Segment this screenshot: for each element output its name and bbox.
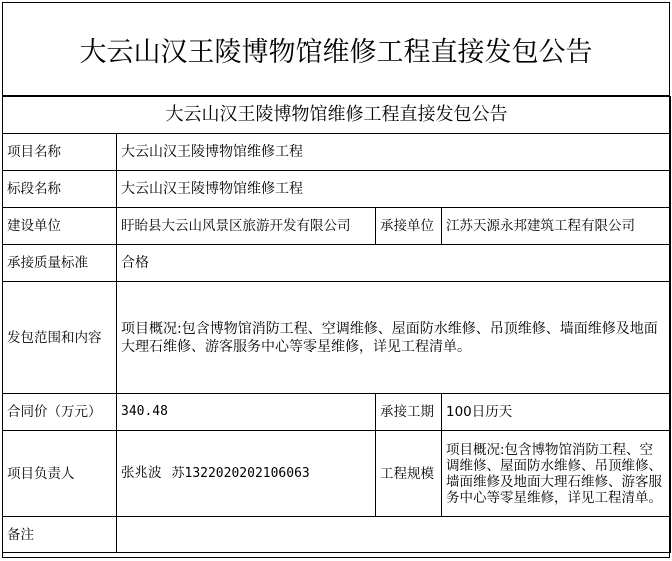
contractor-label: 承接单位	[376, 208, 442, 245]
row-section-name	[3, 171, 671, 208]
row-price	[3, 394, 671, 431]
scope-label: 发包范围和内容	[3, 282, 117, 394]
project-name-value: 大云山汉王陵博物馆维修工程	[117, 134, 671, 171]
row-remark	[3, 517, 671, 553]
period-label: 承接工期	[376, 394, 442, 431]
manager-value	[117, 431, 376, 517]
table-subtitle: 大云山汉王陵博物馆维修工程直接发包公告	[3, 97, 671, 134]
contractor-value: 江苏天源永邦建筑工程有限公司	[442, 208, 671, 245]
row-builder	[3, 208, 671, 245]
price-value: 340.48	[117, 394, 376, 431]
page-title: 大云山汉王陵博物馆维修工程直接发包公告	[79, 36, 593, 68]
builder-value: 盱眙县大云山风景区旅游开发有限公司	[117, 208, 376, 245]
scale-value: 项目概况:包含博物馆消防工程、空调维修、屋面防水维修、吊顶维修、墙面维修及地面大理石维修、游客服务中心等零星维修，详见工程清单。	[442, 431, 671, 517]
manager-cert: 苏1322020202106063	[171, 466, 310, 481]
section-name-value: 大云山汉王陵博物馆维修工程	[117, 171, 671, 208]
builder-label: 建设单位	[3, 208, 117, 245]
scope-value: 项目概况:包含博物馆消防工程、空调维修、屋面防水维修、吊顶维修、墙面维修及地面大理石维修、游客服务中心等零星维修，详见工程清单。	[117, 282, 671, 394]
subtitle-row	[3, 97, 671, 134]
quality-label: 承接质量标准	[3, 245, 117, 282]
row-project-name	[3, 134, 671, 171]
announcement-table	[2, 96, 671, 553]
period-value: 100日历天	[442, 394, 671, 431]
section-name-label: 标段名称	[3, 171, 117, 208]
scale-label: 工程规模	[376, 431, 442, 517]
manager-label: 项目负责人	[3, 431, 117, 517]
quality-value: 合格	[117, 245, 671, 282]
remark-label: 备注	[3, 517, 117, 553]
manager-name: 张兆波	[121, 465, 162, 481]
remark-value	[117, 517, 671, 553]
row-scope	[3, 282, 671, 394]
project-name-label: 项目名称	[3, 134, 117, 171]
row-manager	[3, 431, 671, 517]
price-label: 合同价（万元）	[3, 394, 117, 431]
row-quality	[3, 245, 671, 282]
